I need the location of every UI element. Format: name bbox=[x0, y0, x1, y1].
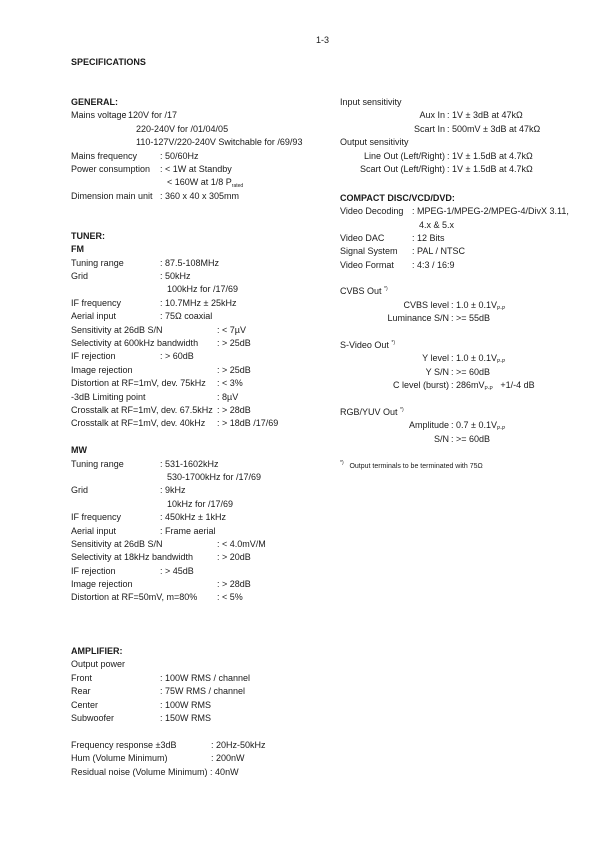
mw-spec-row-value: : < 5% bbox=[217, 592, 243, 603]
left-column bbox=[71, 96, 331, 779]
dvd-spec-row-label: Signal System bbox=[340, 246, 398, 257]
dvd-spec-row-label: Video DAC bbox=[340, 232, 385, 243]
fm-heading: FM bbox=[71, 244, 84, 255]
fm-spec-row bbox=[71, 364, 331, 377]
mw-spec-row bbox=[71, 551, 331, 564]
luminance-sn-row: Luminance S/N : >= 55dB bbox=[387, 313, 491, 324]
mains-frequency-row: Mains frequency : 50/60Hz bbox=[71, 150, 199, 161]
dvd-spec-row bbox=[340, 232, 585, 245]
mw-spec-row bbox=[71, 565, 331, 578]
amplitude-row: Amplitude : $0.7 \pm 0.1V_{P-P}$ bbox=[408, 420, 506, 433]
fm-spec-row bbox=[71, 297, 331, 310]
cvbs-heading: CVBS Out *) bbox=[340, 286, 388, 297]
fm-spec-row-value: 100kHz for /17/69 bbox=[167, 284, 239, 295]
dvd-spec-row-value: : 4:3 / 16:9 bbox=[412, 259, 455, 270]
fm-spec-row-label: Aerial input bbox=[71, 311, 117, 322]
fm-spec-row bbox=[71, 310, 331, 323]
scart-out-row: Scart Out (Left/Right) : 1V ± 1.5dB at 4.7kΩ bbox=[359, 163, 533, 174]
fm-spec-row-value: : 50kHz bbox=[160, 271, 191, 282]
amplifier-spec-row-label: Center bbox=[71, 699, 99, 710]
mw-spec-row bbox=[71, 525, 331, 538]
aux-in-row: Aux In : 1V ± 3dB at 47kΩ bbox=[419, 110, 523, 121]
mw-spec-row-value: : > 45dB bbox=[160, 565, 194, 576]
svideo-heading: S-Video Out *) bbox=[340, 340, 396, 351]
amplifier-spec-row bbox=[71, 699, 331, 712]
dvd-spec-row-value: : PAL / NTSC bbox=[412, 246, 466, 257]
right-column bbox=[340, 96, 585, 473]
fm-spec-row-label: Grid bbox=[71, 271, 89, 282]
amplifier-spec-row-label: Subwoofer bbox=[71, 712, 115, 723]
fm-spec-row bbox=[71, 391, 331, 404]
amplifier-spec-row-label: Frequency response ±3dB bbox=[71, 739, 177, 750]
cvbs-level-row: CVBS level : $1.0 \pm 0.1V_{P-P}$ bbox=[403, 299, 506, 312]
mw-spec-row-label: Distortion at RF=50mV, m=80% bbox=[71, 592, 198, 603]
dvd-spec-row-value: : 12 Bits bbox=[412, 232, 445, 243]
fm-spec-row bbox=[71, 417, 331, 430]
mw-spec-row bbox=[71, 578, 331, 591]
fm-spec-row-label: Selectivity at 600kHz bandwidth bbox=[71, 338, 199, 349]
mw-spec-row-label: Tuning range bbox=[71, 458, 124, 469]
dvd-spec-list bbox=[340, 232, 585, 272]
dvd-spec-row bbox=[340, 259, 585, 272]
fm-spec-row-value: : > 60dB bbox=[160, 351, 194, 362]
rgb-sn-row: S/N : >= 60dB bbox=[433, 433, 491, 444]
fm-spec-row-label: IF rejection bbox=[71, 351, 116, 362]
fm-spec-row-label: Sensitivity at 26dB S/N bbox=[71, 324, 163, 335]
dvd-spec-row bbox=[340, 245, 585, 258]
residual-noise-row: Residual noise (Volume Minimum) : 40nW bbox=[71, 766, 239, 777]
mw-spec-row-label: Grid bbox=[71, 485, 89, 496]
mw-spec-row-value: : > 20dB bbox=[217, 552, 251, 563]
fm-spec-row-value: : > 25dB bbox=[217, 364, 251, 375]
mains-voltage-row-2: 220-240V for /01/04/05 bbox=[136, 123, 229, 134]
page-number: 1-3 bbox=[316, 35, 330, 45]
mw-spec-row bbox=[71, 538, 331, 551]
amplifier-spec-row bbox=[71, 712, 331, 725]
mw-spec-list bbox=[71, 458, 331, 605]
fm-spec-row bbox=[71, 324, 331, 337]
footnote: *) Output terminals to be terminated with 75Ω bbox=[340, 459, 483, 470]
fm-spec-row-label: -3dB Limiting point bbox=[71, 391, 146, 402]
mw-spec-row-label: Image rejection bbox=[71, 579, 133, 590]
fm-spec-row-label: Image rejection bbox=[71, 364, 133, 375]
input-sensitivity-heading: Input sensitivity bbox=[340, 97, 402, 107]
fm-spec-row-value: : > 25dB bbox=[217, 338, 251, 349]
amplifier-spec-row-label: Rear bbox=[71, 686, 91, 697]
amplifier-spec-row bbox=[71, 752, 331, 765]
output-sensitivity-heading: Output sensitivity bbox=[340, 137, 409, 148]
fm-spec-row-value: : < 3% bbox=[217, 378, 243, 389]
mains-voltage-row: Mains voltage : 120V for /17 bbox=[71, 110, 178, 121]
mw-spec-row-value: : 9kHz bbox=[160, 485, 186, 496]
scart-in-row: Scart In : 500mV ± 3dB at 47kΩ bbox=[413, 123, 541, 134]
mw-heading: MW bbox=[71, 445, 87, 456]
fm-spec-row-value: : < 7µV bbox=[217, 324, 246, 335]
mw-spec-row-label: Sensitivity at 26dB S/N bbox=[71, 538, 163, 549]
mw-spec-row bbox=[71, 484, 331, 497]
amplifier-spec-row bbox=[71, 739, 331, 752]
fm-spec-list bbox=[71, 257, 331, 431]
y-level-row: Y level : $1.0 \pm 0.1V_{P-P}$ bbox=[422, 353, 506, 366]
fm-spec-row-value: : 8µV bbox=[217, 391, 239, 402]
mw-spec-row bbox=[71, 591, 331, 604]
amplifier-spec-row-value: : 75W RMS / channel bbox=[160, 686, 246, 697]
fm-spec-row-label: Distortion at RF=1mV, dev. 75kHz bbox=[71, 378, 206, 389]
fm-spec-row-value: : > 28dB bbox=[217, 404, 251, 415]
amplifier-spec-list-2 bbox=[71, 739, 331, 766]
fm-spec-row-value: : 87.5-108MHz bbox=[160, 257, 220, 268]
fm-spec-row bbox=[71, 404, 331, 417]
mw-spec-row bbox=[71, 511, 331, 524]
fm-spec-row bbox=[71, 257, 331, 270]
fm-spec-row-value: : > 18dB /17/69 bbox=[217, 418, 279, 429]
line-out-row: Line Out (Left/Right) : 1V ± 1.5dB at 4.7kΩ bbox=[363, 150, 533, 161]
mw-spec-row bbox=[71, 498, 331, 511]
fm-spec-row bbox=[71, 337, 331, 350]
mw-spec-row-value: : > 28dB bbox=[217, 579, 251, 590]
output-power-label: Output power bbox=[71, 659, 126, 670]
mw-spec-row-value: : 531-1602kHz bbox=[160, 458, 219, 469]
mw-spec-row-value: 530-1700kHz for /17/69 bbox=[167, 471, 262, 482]
y-sn-row: Y S/N : >= 60dB bbox=[425, 366, 491, 377]
amplifier-spec-list bbox=[71, 672, 331, 726]
fm-spec-row-label: Tuning range bbox=[71, 257, 124, 268]
amplifier-spec-row bbox=[71, 685, 331, 698]
amplifier-spec-row-label: Front bbox=[71, 672, 93, 683]
fm-spec-row-label: Crosstalk at RF=1mV, dev. 67.5kHz bbox=[71, 404, 213, 415]
mains-voltage-row-3: 110-127V/220-240V Switchable for /69/93 bbox=[136, 137, 303, 148]
amplifier-spec-row-value: : 100W RMS bbox=[160, 699, 212, 710]
mw-spec-row bbox=[71, 471, 331, 484]
dvd-spec-row-label: Video Format bbox=[340, 259, 394, 270]
fm-spec-row-label: IF frequency bbox=[71, 297, 122, 308]
mw-spec-row bbox=[71, 458, 331, 471]
mw-spec-row-value: 10kHz for /17/69 bbox=[167, 498, 234, 509]
rgb-heading: RGB/YUV Out *) bbox=[340, 406, 404, 417]
power-consumption-row: Power consumption : < 1W at Standby bbox=[71, 163, 232, 174]
dimension-row: Dimension main unit : 360 x 40 x 305mm bbox=[71, 190, 240, 201]
fm-spec-row-label: Crosstalk at RF=1mV, dev. 40kHz bbox=[71, 418, 206, 429]
mw-spec-row-label: IF rejection bbox=[71, 565, 116, 576]
amplifier-spec-row-value: : 20Hz-50kHz bbox=[211, 739, 266, 750]
amplifier-heading: AMPLIFIER: bbox=[71, 646, 123, 657]
amplifier-spec-row-value: : 100W RMS / channel bbox=[160, 672, 251, 683]
mw-spec-row-label: Aerial input bbox=[71, 525, 117, 536]
fm-spec-row bbox=[71, 270, 331, 283]
fm-spec-row bbox=[71, 283, 331, 296]
video-decoding-row: Video Decoding : MPEG-1/MPEG-2/MPEG-4/DivX 3.11, bbox=[340, 206, 569, 217]
power-consumption-row-2: < 160W at 1/8 $P_{rated}$ bbox=[167, 177, 244, 190]
tuner-heading: TUNER: bbox=[71, 230, 105, 241]
video-decoding-row-2: 4.x & 5.x bbox=[419, 219, 455, 230]
amplifier-spec-row-label: Hum (Volume Minimum) bbox=[71, 753, 168, 764]
mw-spec-row-label: Selectivity at 18kHz bandwidth bbox=[71, 552, 194, 563]
fm-spec-row-value: : 75Ω coaxial bbox=[160, 311, 213, 322]
fm-spec-row bbox=[71, 350, 331, 363]
fm-spec-row bbox=[71, 377, 331, 390]
c-level-row: C level (burst) : $286mV_{P-P}$ +1/-4 dB bbox=[392, 380, 535, 393]
general-heading: GENERAL: bbox=[71, 97, 118, 107]
page-title: SPECIFICATIONS bbox=[71, 57, 146, 67]
mw-spec-row-value: : < 4.0mV/M bbox=[217, 538, 266, 549]
amplifier-spec-row-value: : 150W RMS bbox=[160, 712, 212, 723]
fm-spec-row-value: : 10.7MHz ± 25kHz bbox=[160, 297, 237, 308]
mw-spec-row-label: IF frequency bbox=[71, 512, 122, 523]
dvd-heading: COMPACT DISC/VCD/DVD: bbox=[340, 192, 455, 203]
mw-spec-row-value: : 450kHz ± 1kHz bbox=[160, 512, 226, 523]
mw-spec-row-value: : Frame aerial bbox=[160, 525, 216, 536]
amplifier-spec-row bbox=[71, 672, 331, 685]
amplifier-spec-row-value: : 200nW bbox=[211, 753, 245, 764]
